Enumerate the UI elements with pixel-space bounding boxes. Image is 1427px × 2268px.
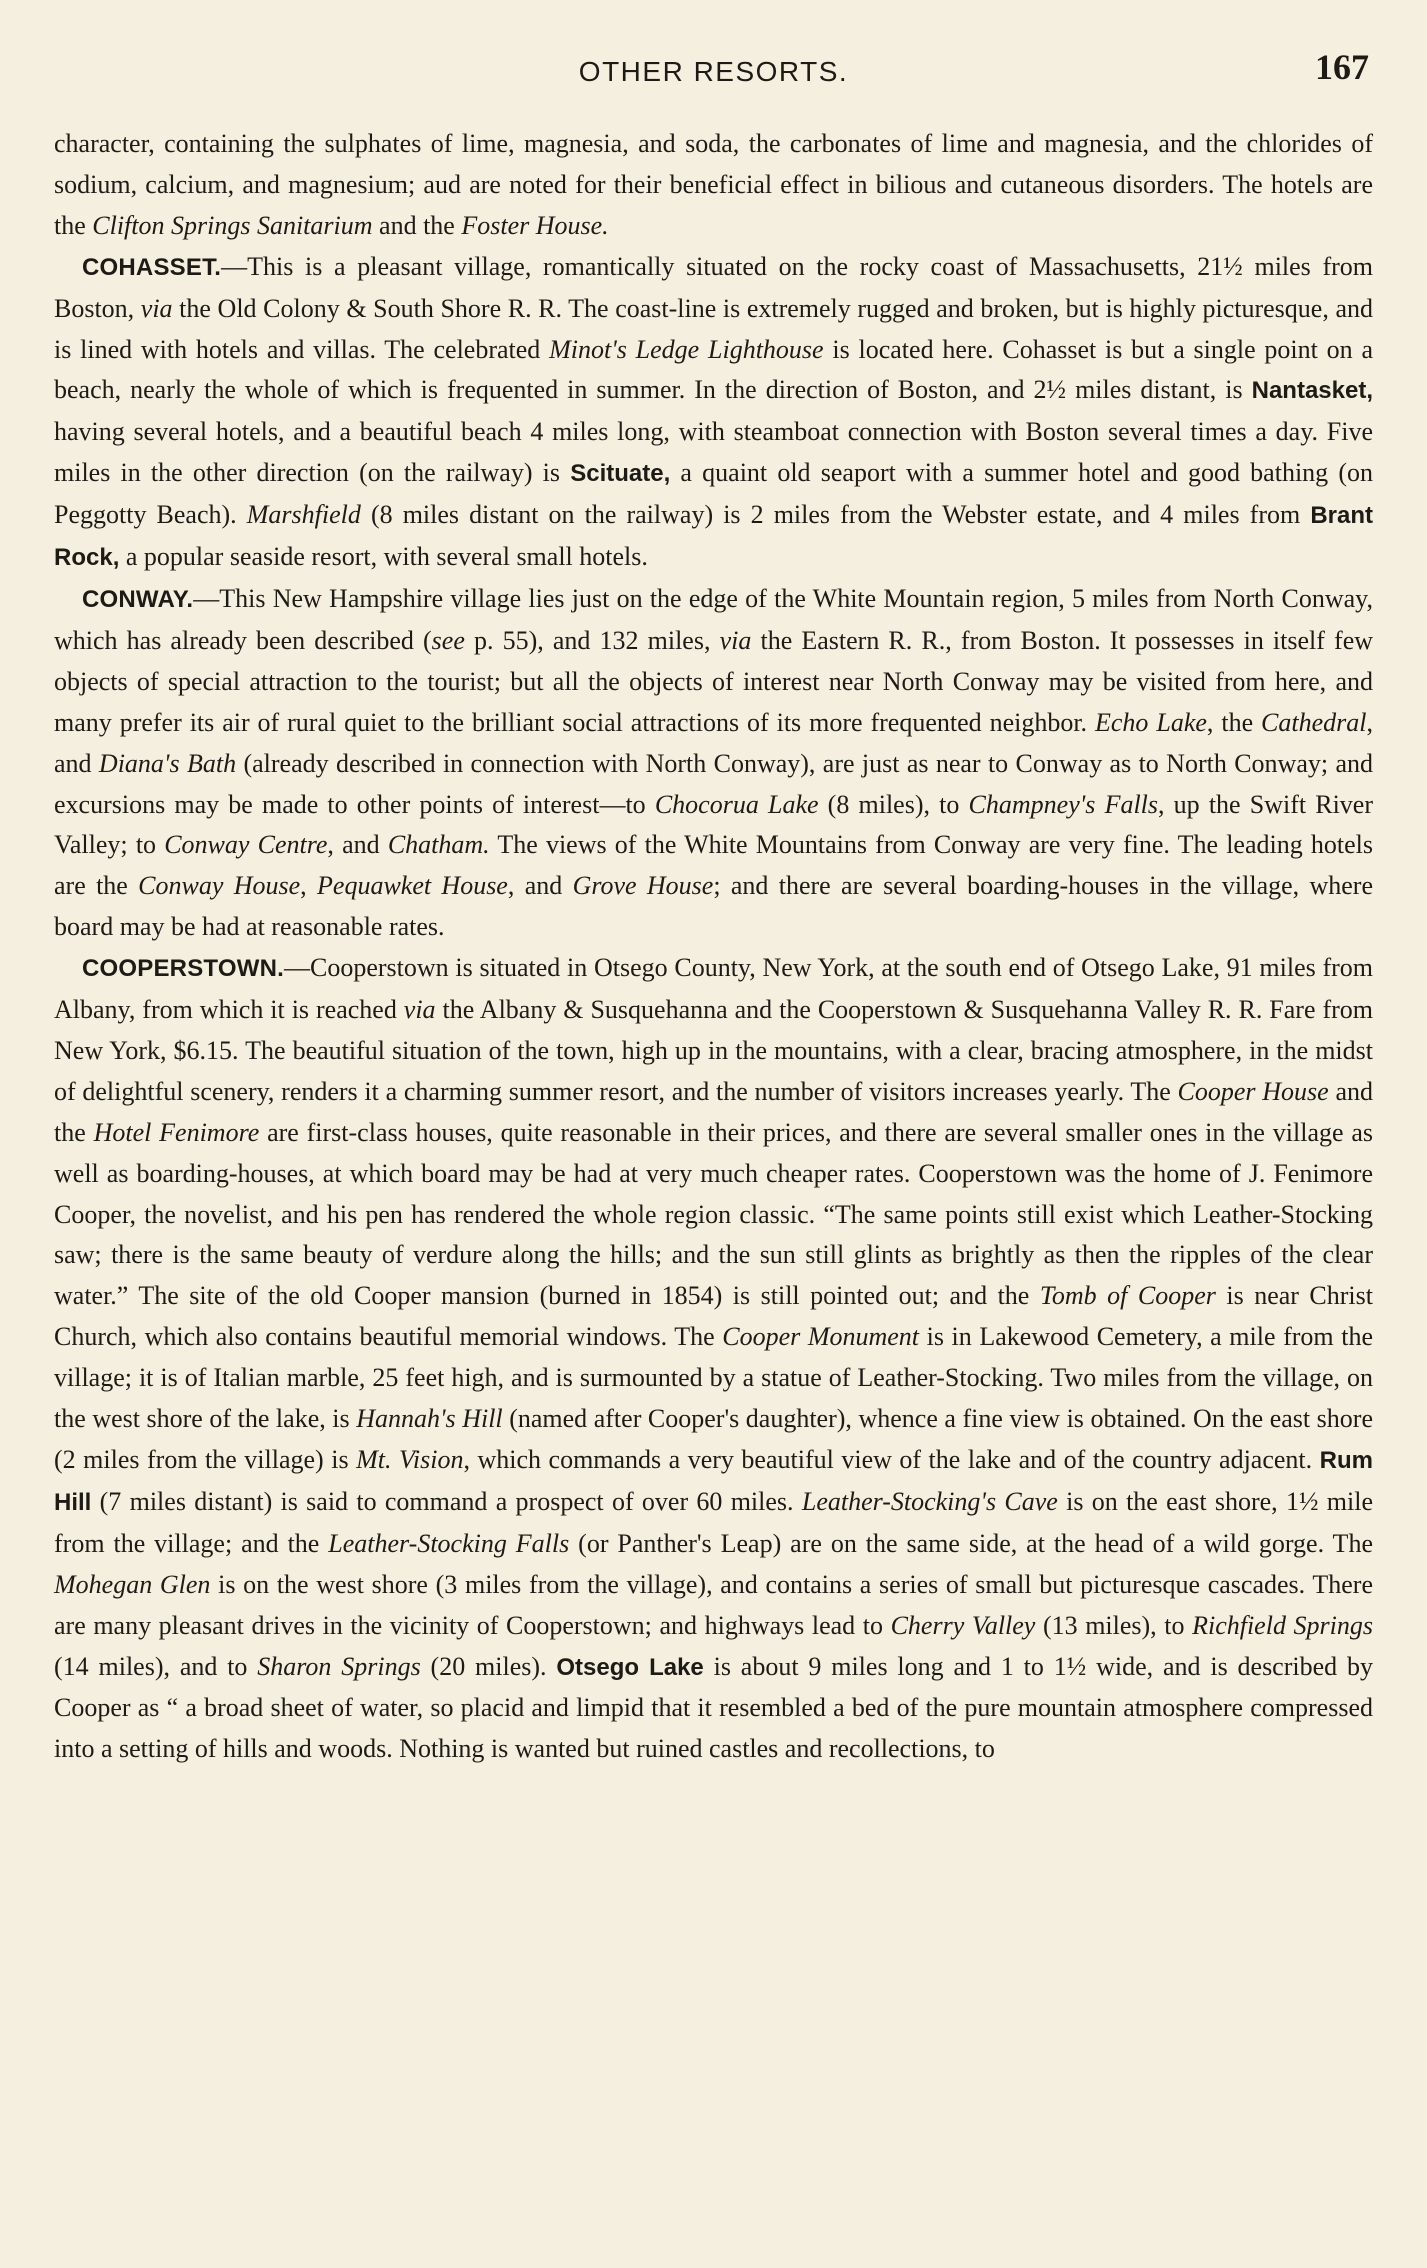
text-run: is near Christ Church, which also contains beautiful memorial windows. The: [54, 1281, 1374, 1352]
text-run: , up the Swift River Valley; to: [54, 789, 1374, 860]
text-run: (8 miles distant on the railway) is 2 miles from the Webster estate, and 4 miles from: [360, 500, 1311, 530]
text-run: a quaint old seaport with a summer hotel and good bathing (on Peggotty Beach).: [54, 458, 1374, 530]
text-run: is located here. Cohasset is but a single point on a beach, nearly the whole of which is frequented in summer. In the direction of Boston, and 2½ miles distant, is: [54, 334, 1373, 405]
text-run: and the: [372, 210, 462, 240]
italic-term: Leather-Stocking Falls: [328, 1528, 570, 1558]
text-run: (20 miles).: [420, 1651, 557, 1681]
text-run: —This is a pleasant village, romantically situated on the rocky coast of Massachusetts, 21½ miles from Boston,: [54, 251, 1373, 323]
italic-term: Tomb of Cooper: [1039, 1281, 1216, 1311]
italic-term: Mohegan Glen: [54, 1569, 211, 1599]
text-run: (or Panther's Leap) are on the same side, at the head of a wild gorge. The: [569, 1528, 1373, 1558]
text-run: , which commands a very beautiful view of the lake and of the country adjacent.: [463, 1445, 1320, 1474]
paragraph-conway: [54, 579, 1373, 948]
italic-term: Diana's Bath: [98, 748, 237, 778]
text-run: , and: [507, 871, 573, 901]
running-head: [54, 46, 1373, 106]
place-name: Scituate,: [570, 460, 671, 488]
text-run: , and: [327, 830, 388, 860]
italic-term: see: [431, 625, 465, 655]
italic-term: Minot's Ledge Lighthouse: [549, 334, 824, 364]
italic-term: Foster House.: [461, 210, 609, 240]
italic-term: Grove House: [572, 871, 714, 901]
italic-term: via: [403, 995, 436, 1025]
body-text: [54, 124, 1373, 1770]
text-run: is in Lakewood Cemetery, a mile from the village; it is of Italian marble, 25 feet high, and is surmounted by a statue of Leather-Stocking. Two miles from the village, on the west shore of the lake, is: [54, 1322, 1373, 1434]
text-run: the Eastern R. R., from Boston. It possesses in itself few objects of special attraction to the tourist; but all the objects of interest near North Conway may be visited from here, and many prefer its air of rural quiet to the brilliant social attractions of its more frequented neighbor.: [54, 625, 1374, 737]
italic-term: Cooper Monument: [722, 1322, 920, 1352]
running-title: OTHER RESORTS.: [578, 56, 849, 87]
page-number: 167: [1315, 47, 1369, 87]
italic-term: Hotel Fenimore: [93, 1117, 260, 1147]
italic-term: Conway House: [138, 871, 301, 901]
italic-term: Leather-Stocking's Cave: [801, 1486, 1058, 1516]
text-run: The views of the White Mountains from Conway are very fine. The leading hotels are the: [54, 830, 1373, 901]
text-run: is on the west shore (3 miles from the village), and contains a series of small but picturesque cascades. There are many pleasant drives in the vicinity of Cooperstown; and highways lead to: [54, 1569, 1373, 1640]
italic-term: Cherry Valley: [890, 1610, 1036, 1640]
text-run: , the: [1206, 707, 1262, 737]
italic-term: Cathedral: [1261, 707, 1367, 737]
italic-term: Mt. Vision: [356, 1445, 464, 1474]
text-run: —Cooperstown is situated in Otsego County, New York, at the south end of Otsego Lake, 91 miles from Albany, from which it is reached: [54, 953, 1373, 1025]
italic-term: Clifton Springs Sanitarium: [92, 210, 373, 240]
text-run: —This New Hampshire village lies just on the edge of the White Mountain region, 5 miles from North Conway, which has already been described (: [54, 583, 1373, 655]
text-run: the Albany & Susquehanna and the Cooperstown & Susquehanna Valley R. R. Fare from New York, $6.15. The beautiful situation of the town, high up in the mountains, with a clear, bracing atmosphere, in the midst of delightful scenery, renders it a charming summer resort, and the number of visitors increases yearly. The: [54, 995, 1373, 1106]
paragraph-cohasset: [54, 247, 1373, 579]
text-run: are first-class houses, quite reasonable in their prices, and there are several smaller ones in the village as well as boarding-houses, at which board may be had at very much cheaper rates. Cooperstown was the home of J. Fenimore Cooper, the novelist, and his pen has rendered the whole region classic. “The same points still exist which Leather-Stocking saw; there is the same beauty of verdure along the hills; and the sun still glints as brightly as then the ripples of the clear water.” The site of the old Cooper mansion (burned in 1854) is still pointed out; and the: [54, 1117, 1373, 1311]
text-run: (8 miles), to: [818, 789, 969, 819]
text-run: (7 miles distant) is said to command a prospect of over 60 miles.: [91, 1486, 802, 1516]
italic-term: Pequawket House: [317, 871, 508, 901]
place-name: Brant Rock,: [54, 502, 1373, 572]
text-run: is on the east shore, 1½ mile from the village; and the: [54, 1486, 1373, 1558]
paragraph-cooperstown: [54, 948, 1373, 1770]
entry-heading: COOPERSTOWN.: [82, 955, 284, 983]
place-name: Nantasket,: [1251, 377, 1373, 405]
entry-heading: COHASSET.: [82, 253, 222, 281]
italic-term: Champney's Falls: [968, 789, 1159, 819]
italic-term: Cooper House: [1177, 1076, 1329, 1106]
text-run: and the: [54, 1076, 1373, 1147]
italic-term: Conway Centre: [164, 830, 328, 860]
italic-term: Richfield Springs: [1192, 1610, 1373, 1640]
place-name: Otsego Lake: [556, 1653, 704, 1681]
text-run: character, containing the sulphates of lime, magnesia, and soda, the carbonates of lime and magnesia, and the chlorides of sodium, calcium, and magnesium; aud are noted for their beneficial effect in bilious and cutaneous disorders. The hotels are the: [54, 129, 1373, 240]
text-run: is about 9 miles long and 1 to 1½ wide, and is described by Cooper as “ a broad sheet of water, so placid and limpid that it resembled a bed of the pure mountain atmosphere compressed into a setting of hills and woods. Nothing is wanted but ruined castles and recollections, to: [54, 1651, 1373, 1764]
text-run: a popular seaside resort, with several small hotels.: [119, 542, 648, 572]
italic-term: Chatham.: [387, 830, 490, 860]
text-run: p. 55), and 132 miles,: [464, 625, 720, 655]
text-run: (14 miles), and to: [54, 1651, 258, 1681]
text-run: the Old Colony & South Shore R. R. The coast-line is extremely rugged and broken, but is highly picturesque, and is lined with hotels and villas. The celebrated: [54, 293, 1373, 364]
text-run: (already described in connection with North Conway), are just as near to Conway as to North Conway; and excursions may be made to other points of interest—to: [54, 748, 1373, 819]
entry-heading: CONWAY.: [82, 585, 194, 613]
text-run: (named after Cooper's daughter), whence a fine view is obtained. On the east shore (2 miles from the village) is: [54, 1404, 1374, 1474]
text-run: ; and there are several boarding-houses in the village, where board may be had at reasonable rates.: [54, 871, 1373, 942]
place-name: Rum Hill: [54, 1447, 1373, 1516]
italic-term: Marshfield: [246, 500, 361, 530]
text-run: having several hotels, and a beautiful beach 4 miles long, with steamboat connection with Boston several times a day. Five miles in the other direction (on the railway) is: [54, 417, 1373, 488]
italic-term: via: [719, 625, 752, 655]
italic-term: Echo Lake: [1095, 707, 1207, 737]
italic-term: Hannah's Hill: [356, 1404, 503, 1434]
italic-term: via: [140, 293, 173, 323]
text-run: ,: [300, 871, 318, 901]
italic-term: Chocorua Lake: [654, 789, 819, 819]
paragraph-clifton-springs-continued: [54, 124, 1373, 247]
text-run: , and: [54, 707, 1373, 778]
text-run: (13 miles), to: [1035, 1610, 1193, 1640]
italic-term: Sharon Springs: [257, 1651, 421, 1681]
